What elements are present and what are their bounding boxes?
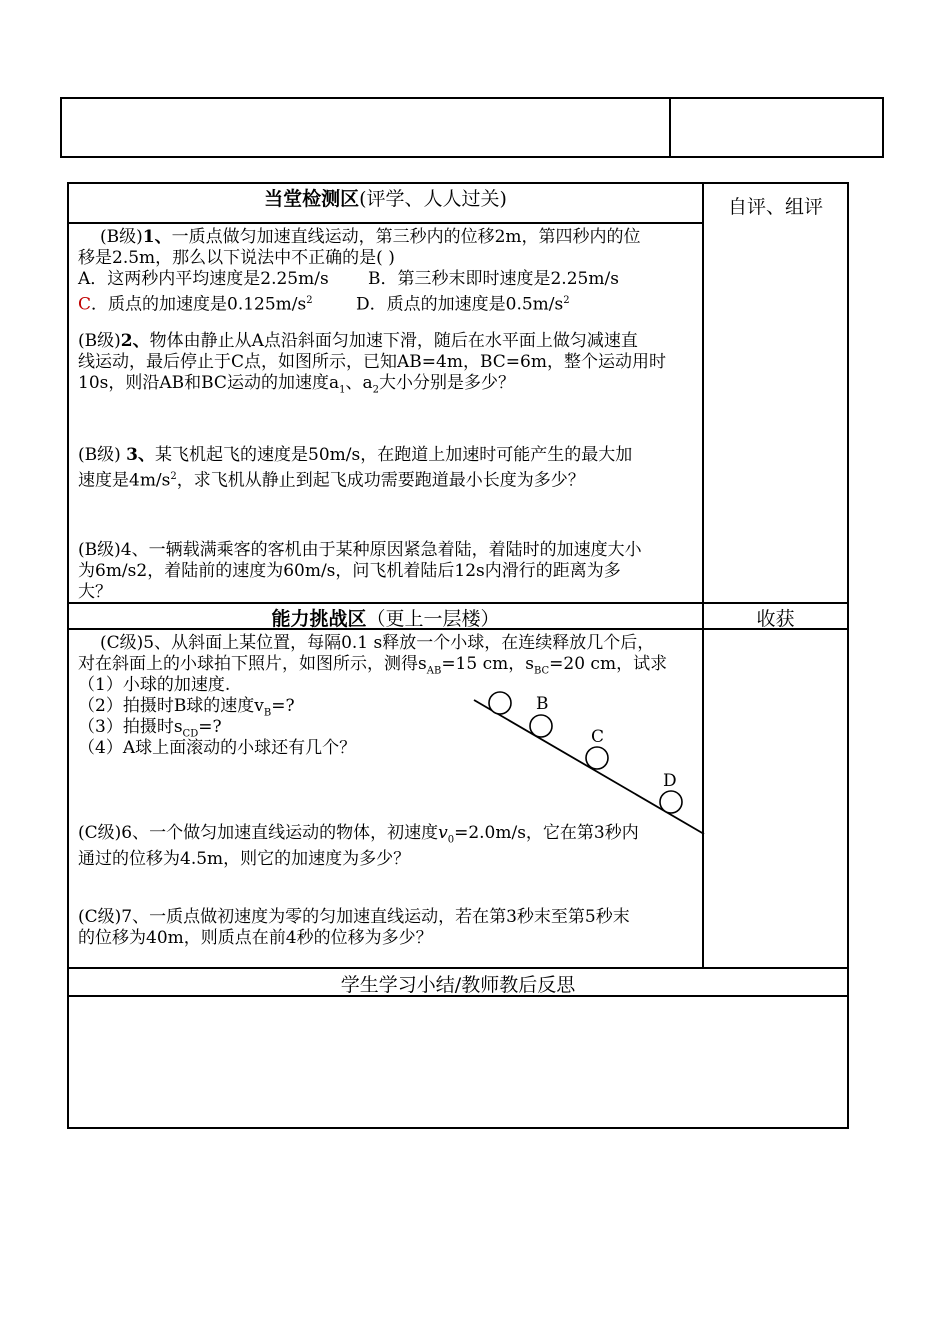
q5-item3-b: =? bbox=[198, 717, 222, 737]
ball-b bbox=[530, 715, 552, 737]
q2-line3-b: 、a bbox=[345, 373, 373, 393]
incline-diagram bbox=[460, 680, 710, 840]
q2-line2: 线运动，最后停止于C点，如图所示，已知AB=4m，BC=6m，整个运动用时 bbox=[78, 352, 666, 372]
q5-sub-ab: AB bbox=[426, 665, 442, 677]
q2-sub2: 2 bbox=[372, 384, 379, 396]
self-evaluation-header: 自评、组评 bbox=[727, 196, 823, 218]
q5-line2-c: =20 cm，试求 bbox=[549, 654, 668, 674]
q1-option-c-letter: C bbox=[78, 294, 92, 315]
harvest-header: 收获 bbox=[756, 608, 795, 630]
label-b: B bbox=[536, 694, 549, 714]
q6-v-sub: 0 bbox=[447, 834, 455, 846]
q5-item2-a: （2）拍摄时B球的速度v bbox=[78, 696, 264, 716]
q6-v-symbol: v bbox=[438, 823, 448, 843]
top-header-box bbox=[60, 97, 884, 158]
q5-item4: （4）A球上面滚动的小球还有几个？ bbox=[78, 738, 357, 758]
q1-option-b: B．第三秒末即时速度是2.25m/s bbox=[368, 269, 619, 289]
row-divider-summary-top bbox=[67, 967, 849, 969]
check-section-header bbox=[69, 184, 702, 211]
q3-line2 bbox=[78, 466, 585, 492]
ball-d bbox=[660, 791, 682, 813]
incline-slope-line bbox=[474, 700, 704, 834]
q2-level: (B级) bbox=[78, 331, 121, 351]
q1-number: 1、 bbox=[142, 227, 172, 247]
q3-sup: 2 bbox=[170, 471, 177, 482]
q3-number: 3、 bbox=[126, 445, 156, 465]
q4-line3: 大？ bbox=[78, 582, 112, 602]
q5-sub-bc: BC bbox=[533, 665, 550, 677]
q5-line2-b: =15 cm，s bbox=[441, 654, 534, 674]
challenge-section-header bbox=[69, 604, 702, 631]
q6-line1-a: (C级)6、一个做匀加速直线运动的物体，初速度 bbox=[78, 823, 439, 843]
summary-area[interactable] bbox=[69, 997, 847, 1127]
label-d: D bbox=[663, 771, 677, 791]
q1-option-d-sup: 2 bbox=[563, 295, 570, 306]
q1-option-a: A．这两秒内平均速度是2.25m/s bbox=[78, 269, 329, 289]
q6-line2: 通过的位移为4.5m，则它的加速度为多少？ bbox=[78, 849, 411, 869]
q3-line1 bbox=[78, 445, 632, 466]
challenge-section-title: 能力挑战区 bbox=[271, 608, 367, 630]
q1-text: 一质点做匀加速直线运动，第三秒内的位移2m，第四秒内的位 bbox=[171, 227, 641, 247]
summary-header: 学生学习小结/教师教后反思 bbox=[340, 974, 576, 996]
q1-line2: 移是2.5m，那么以下说法中不正确的是( ) bbox=[78, 248, 395, 268]
q5-item3-a: （3）拍摄时s bbox=[78, 717, 183, 737]
q6-line1 bbox=[78, 823, 639, 850]
q3-line2-b: ，求飞机从静止到起飞成功需要跑道最小长度为多少？ bbox=[176, 470, 585, 491]
main-column-divider bbox=[702, 182, 704, 968]
q1-option-c-text: ．质点的加速度是0.125m/s bbox=[91, 294, 307, 315]
ball-c bbox=[586, 747, 608, 769]
q2-sub1: 1 bbox=[339, 384, 346, 396]
q5-line2-a: 对在斜面上的小球拍下照片，如图所示，测得s bbox=[78, 654, 427, 674]
top-box-divider bbox=[669, 97, 671, 158]
q2-text: 物体由静止从A点沿斜面匀加速下滑，随后在水平面上做匀减速直 bbox=[149, 331, 638, 351]
q1-option-c bbox=[78, 290, 313, 316]
q1-line1 bbox=[100, 227, 641, 248]
check-section-title: 当堂检测区 bbox=[264, 188, 360, 210]
q5-line1: (C级)5、从斜面上某位置，每隔0.1 s释放一个小球，在连续释放几个后， bbox=[100, 633, 655, 653]
q1-option-d-text: D．质点的加速度是0.5m/s bbox=[356, 294, 564, 315]
q5-item3-sub: CD bbox=[182, 728, 199, 740]
challenge-section-subtitle: （更上一层楼） bbox=[366, 608, 500, 630]
q1-option-c-sup: 2 bbox=[306, 295, 313, 306]
q4-line2: 为6m/s2，着陆前的速度为60m/s，问飞机着陆后12s内滑行的距离为多 bbox=[78, 561, 621, 581]
q3-line2-a: 速度是4m/s bbox=[78, 470, 171, 491]
q5-item2-sub: B bbox=[263, 707, 272, 719]
q5-item2-b: =? bbox=[271, 696, 295, 716]
ball-a bbox=[489, 692, 511, 714]
check-section-subtitle: (评学、人人过关) bbox=[359, 188, 507, 210]
q2-line3 bbox=[78, 373, 515, 400]
q7-line1: (C级)7、一质点做初速度为零的匀加速直线运动，若在第3秒末至第5秒末 bbox=[78, 907, 630, 927]
q1-level: (B级) bbox=[100, 227, 143, 247]
q3-text: 某飞机起飞的速度是50m/s，在跑道上加速时可能产生的最大加 bbox=[155, 445, 633, 465]
q3-level: (B级) bbox=[78, 445, 127, 465]
q2-line3-c: 大小分别是多少？ bbox=[378, 373, 515, 393]
q2-line1 bbox=[78, 331, 638, 352]
q7-line2: 的位移为40m，则质点在前4秒的位移为多少？ bbox=[78, 928, 433, 948]
label-c: C bbox=[591, 727, 605, 747]
q6-line1-b: =2.0m/s，它在第3秒内 bbox=[454, 823, 639, 843]
q2-number: 2、 bbox=[120, 331, 150, 351]
row-divider-check-header bbox=[67, 222, 703, 224]
q4-line1: (B级)4、一辆载满乘客的客机由于某种原因紧急着陆，着陆时的加速度大小 bbox=[78, 540, 642, 560]
q5-item1: （1）小球的加速度. bbox=[78, 675, 231, 695]
q1-option-d bbox=[356, 290, 570, 316]
q2-line3-a: 10s，则沿AB和BC运动的加速度a bbox=[78, 373, 340, 393]
